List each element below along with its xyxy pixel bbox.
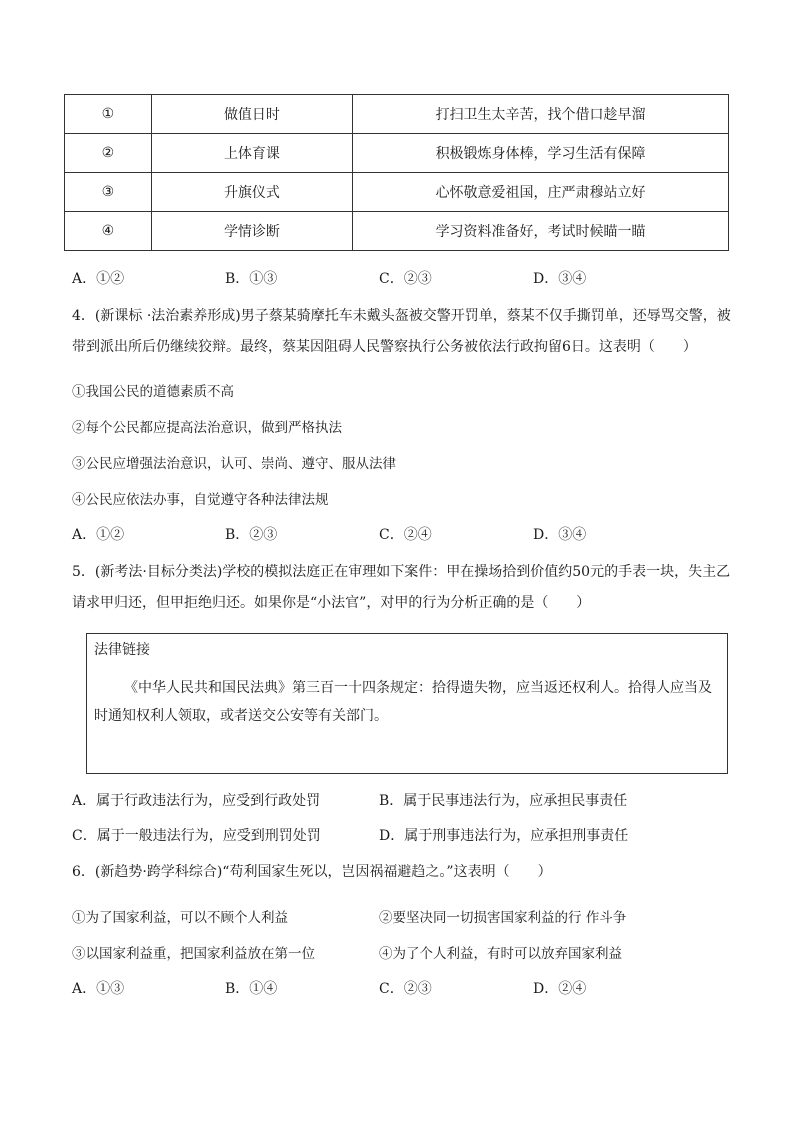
- question-6-stem: 6．(新趋势·跨学科综合)“苟利国家生死以，岂因祸福避趋之。”这表明（ ）: [72, 864, 552, 880]
- option-a[interactable]: A．①③: [72, 981, 125, 997]
- law-link-text: 《中华人民共和国民法典》第三百一十四条规定：拾得遗失物，应当返还权利人。拾得人应当及时通知权利人领取，或者送交公安等有关部门。: [94, 680, 712, 724]
- row-item: 学情诊断: [151, 212, 352, 251]
- row-description: 学习资料准备好，考试时候瞄一瞄: [353, 212, 729, 251]
- statement-3: ③以国家利益重，把国家利益放在第一位: [72, 946, 315, 962]
- question-4-stem: 4．(新课标 ·法治素养形成)男子蔡某骑摩托车未戴头盔被交警开罚单，蔡某不仅手撕罚单，还辱骂交警，被带到派出所后仍继续狡辩。最终，蔡某因阻碍人民警察执行公务被依法行政拘留6日。这表明（ ）: [72, 308, 731, 355]
- row-description: 心怀敬意爱祖国，庄严肃穆站立好: [353, 173, 729, 212]
- row-number: ③: [65, 173, 152, 212]
- row-number: ④: [65, 212, 152, 251]
- statement-4: ④为了个人利益，有时可以放弃国家利益: [379, 946, 622, 962]
- option-d[interactable]: D．③④: [533, 271, 587, 287]
- option-b[interactable]: B．②③: [225, 527, 278, 543]
- option-a[interactable]: A．①②: [72, 527, 125, 543]
- option-c[interactable]: C．②③: [379, 271, 432, 287]
- behavior-table: [64, 94, 729, 251]
- row-number: ①: [65, 95, 152, 134]
- table-row: [65, 134, 729, 173]
- law-link-title: 法律链接: [94, 642, 150, 658]
- table-row: [65, 95, 729, 134]
- option-d[interactable]: D．③④: [533, 527, 587, 543]
- row-number: ②: [65, 134, 152, 173]
- statement-1: ①为了国家利益，可以不顾个人利益: [72, 910, 288, 926]
- option-c[interactable]: C．②④: [379, 527, 432, 543]
- statement-2: ②要坚决同一切损害国家利益的行 作斗争: [379, 910, 627, 926]
- statement-2: ②每个公民都应提高法治意识，做到严格执法: [72, 420, 342, 436]
- option-d[interactable]: D．②④: [533, 981, 587, 997]
- statement-4: ④公民应依法办事，自觉遵守各种法律法规: [72, 492, 329, 508]
- option-d[interactable]: D．属于刑事违法行为，应承担刑事责任: [379, 828, 629, 844]
- row-item: 上体育课: [151, 134, 352, 173]
- question-5-stem: 5．(新考法·目标分类法)学校的模拟法庭正在审理如下案件：甲在操场拾到价值约50元的手表一块，失主乙请求甲归还，但甲拒绝归还。如果你是“小法官”，对甲的行为分析正确的是（ ）: [72, 564, 731, 611]
- row-description: 积极锻炼身体棒，学习生活有保障: [353, 134, 729, 173]
- law-link-box: [86, 633, 728, 774]
- option-c[interactable]: C．②③: [379, 981, 432, 997]
- statement-1: ①我国公民的道德素质不高: [72, 384, 234, 400]
- table-row: [65, 212, 729, 251]
- option-a[interactable]: A．属于行政违法行为，应受到行政处罚: [72, 793, 321, 809]
- option-c[interactable]: C．属于一般违法行为，应受到刑罚处罚: [72, 828, 321, 844]
- row-item: 升旗仪式: [151, 173, 352, 212]
- row-description: 打扫卫生太辛苦，找个借口趁早溜: [353, 95, 729, 134]
- statement-3: ③公民应增强法治意识，认可、崇尚、遵守、服从法律: [72, 456, 396, 472]
- option-b[interactable]: B．①④: [225, 981, 278, 997]
- table-row: [65, 173, 729, 212]
- option-b[interactable]: B．属于民事违法行为，应承担民事责任: [379, 793, 628, 809]
- option-b[interactable]: B．①③: [225, 271, 278, 287]
- row-item: 做值日时: [151, 95, 352, 134]
- option-a[interactable]: A．①②: [72, 271, 125, 287]
